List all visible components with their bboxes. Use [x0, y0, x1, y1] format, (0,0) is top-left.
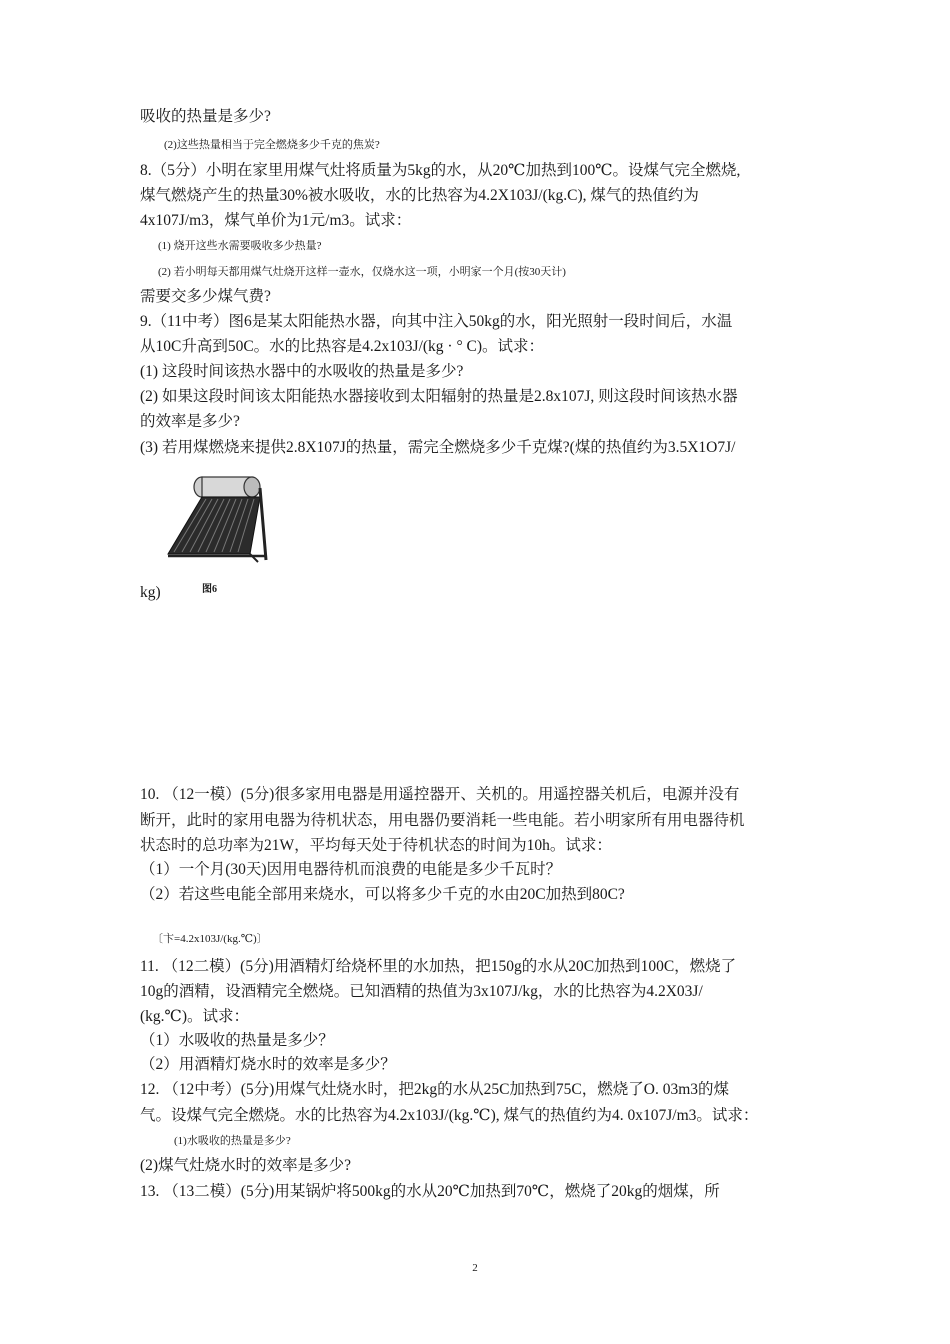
text-line: （2）若这些电能全部用来烧水，可以将多少千克的水由20C加热到80C?	[140, 886, 625, 903]
text-line: （1）一个月(30天)因用电器待机而浪费的电能是多少千瓦时？	[140, 861, 562, 878]
question-11-line: 11. （12二模）(5分)用酒精灯给烧杯里的水加热，把150g的水从20C加热到100C，燃烧了	[140, 958, 737, 975]
text-line: 状态时的总功率为21W，平均每天处于待机状态的时间为10h。试求：	[140, 837, 612, 854]
question-12-line: 12. （12中考）(5分)用煤气灶烧水时，把2kg的水从25C加热到75C，燃烧了O. 03m3的煤	[140, 1081, 730, 1098]
text-line: (3) 若用煤燃烧来提供2.8X107J的热量，需完全燃烧多少千克煤?(煤的热值约为3.5X1O7J/	[140, 439, 736, 456]
text-line: 煤气燃烧产生的热量30%被水吸收，水的比热容为4.2X103J/(kg.C), 煤气的热值约为	[140, 187, 699, 204]
text-line: 4x107J/m3，煤气单价为1元/m3。试求：	[140, 212, 412, 229]
text-line: 10g的酒精，设酒精完全燃烧。已知酒精的热值为3x107J/kg，水的比热容为4.2X03J/	[140, 983, 703, 1000]
question-8-line: 8.（5分）小明在家里用煤气灶将质量为5kg的水，从20℃加热到100℃。设煤气完全燃烧,	[140, 162, 741, 179]
text-line: (2)煤气灶烧水时的效率是多少?	[140, 1157, 351, 1174]
text-line: 断开，此时的家用电器为待机状态，用电器仍要消耗一些电能。若小明家所有用电器待机	[140, 812, 745, 829]
text-line: (kg.℃)。试求：	[140, 1008, 250, 1025]
text-line: (1)水吸收的热量是多少?	[174, 1135, 291, 1147]
text-line: （1）水吸收的热量是多少？	[140, 1032, 334, 1049]
text-line: 吸收的热量是多少?	[140, 108, 271, 125]
text-line: (2) 若小明每天都用煤气灶烧开这样一壶水，仅烧水这一项，小明家一个月(按30天计)	[158, 266, 566, 278]
question-9-line: 9.（11中考）图6是某太阳能热水器，向其中注入50kg的水，阳光照射一段时间后，水温	[140, 313, 733, 330]
question-10-line: 10. （12一模）(5分)很多家用电器是用遥控器开、关机的。用遥控器关机后，电源并没有	[140, 786, 740, 803]
text-line: 的效率是多少?	[140, 413, 240, 430]
text-line: 〔卞=4.2x103J/(kg.℃)〕	[152, 933, 268, 945]
text-line: (2) 如果这段时间该太阳能热水器接收到太阳辐射的热量是2.8x107J, 则这段时间该热水器	[140, 388, 738, 405]
text-line: (1) 烧开这些水需要吸收多少热量?	[158, 240, 322, 252]
text-line: (1) 这段时间该热水器中的水吸收的热量是多少?	[140, 363, 464, 380]
text-line: 气。设煤气完全燃烧。水的比热容为4.2x103J/(kg.℃), 煤气的热值约为4. 0x107J/m3。试求：	[140, 1107, 759, 1124]
solar-water-heater-icon	[162, 470, 272, 570]
page-number: 2	[472, 1262, 478, 1274]
text-line: kg)	[140, 584, 161, 601]
text-line: 从10C升高到50C。水的比热容是4.2x103J/(kg · ° C)。试求：	[140, 338, 545, 355]
figure-label: 图6	[202, 584, 217, 595]
text-line: （2）用酒精灯烧水时的效率是多少？	[140, 1056, 396, 1073]
text-line: 需要交多少煤气费?	[140, 288, 271, 305]
question-13-line: 13. （13二模）(5分)用某锅炉将500kg的水从20℃加热到70℃，燃烧了20kg的烟煤，所	[140, 1183, 720, 1200]
text-line: (2)这些热量相当于完全燃烧多少千克的焦炭?	[164, 139, 380, 151]
